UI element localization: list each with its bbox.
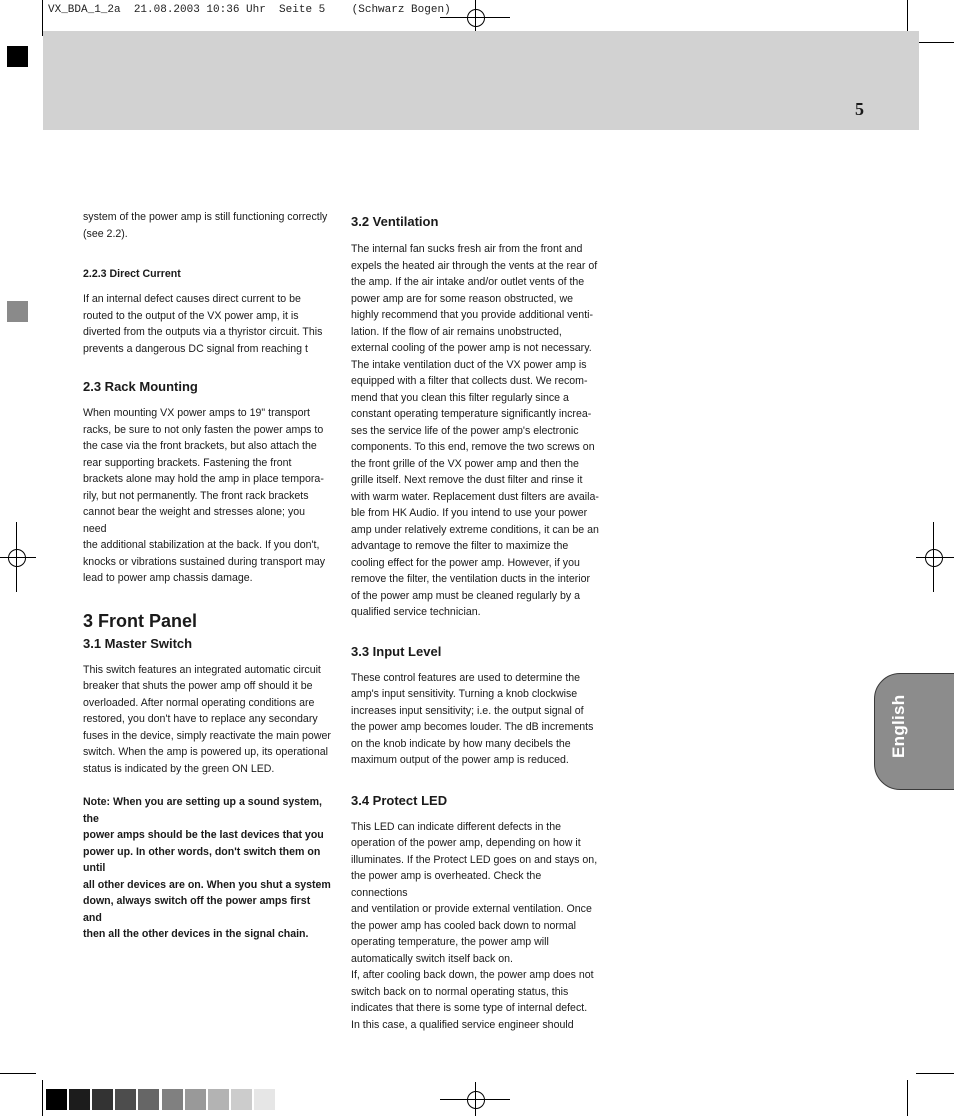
margin-square-black: [7, 46, 28, 67]
color-swatch: [231, 1089, 252, 1110]
color-swatch: [138, 1089, 159, 1110]
note-paragraph: Note: When you are setting up a sound system, the power amps should be the last devices that you power up. In other words, don't switch them on until all other devices are on. When you shut a system down, always switch off the power amps first and then all the other devices in the signal chain.: [83, 796, 331, 940]
section-heading-ventilation: 3.2 Ventilation: [351, 214, 439, 229]
print-slug: VX_BDA_1_2a 21.08.2003 10:36 Uhr Seite 5 (Schwarz Bogen): [48, 4, 451, 16]
language-tab-label: English: [889, 694, 908, 758]
crop-mark: [916, 1073, 954, 1074]
crop-mark: [42, 1080, 43, 1116]
color-swatch: [162, 1089, 183, 1110]
chapter-heading-front-panel: 3 Front Panel: [83, 610, 198, 631]
color-swatch: [254, 1089, 275, 1110]
ventilation-paragraph: The internal fan sucks fresh air from the front and expels the heated air through the vents at the rear of the amp. If the air intake and/or outlet vents of the power amp are for some reason obstructed, we highly recommend that you provide additional venti- lation. If the flow of air remains unobstructed, external cooling of the power amp is not necessary. The intake ventilation duct of the VX power amp is equipped with a filter that collects dust. We recom- mend that you clean this filter regularly since a constant operating temperature significantly increa- ses the service life of the power amp's electronic components. To this end, remove the two screws on the front grille of the VX power amp and then the grille itself. Next remove the dust filter and rinse it with warm water. Replacement dust filters are availa- ble from HK Audio. If you intend to use your power amp under relatively extreme conditions, it can be an advantage to remove the filter to maximize the cooling effect for the power amp. However, if you remove the filter, the ventilation ducts in the interior of the power amp must be cleaned regularly by a qualified service technician.: [351, 243, 599, 618]
registration-circle: [467, 1091, 485, 1109]
protect-led-paragraph: This LED can indicate different defects in the operation of the power amp, depending on how it illuminates. If the Protect LED goes on and stays on, the power amp is overheated. Check the connections and ventilation or provide external ventilation. Once the power amp has cooled back down to normal operating temperature, the power amp will automatically switch itself back on. If, after cooling back down, the power amp does not switch back on to normal operating status, this indicates that there is some type of internal defect. In this case, a qualified service engineer should: [351, 820, 598, 1031]
section-heading-direct-current: 2.2.3 Direct Current: [83, 268, 181, 280]
page-number: 5: [855, 99, 864, 119]
rack-mounting-paragraph: When mounting VX power amps to 19" transport racks, be sure to not only fasten the power amps to the case via the front brackets, but also attach the rear supporting brackets. Fastening the front brackets alone may hold the amp in place tempora- rily, but not permanently. The front rack brackets cannot bear the weight and stresses alone; you need the additional stabilization at the back. If you don't, knocks or vibrations sustained during transport may lead to power amp chassis damage.: [83, 407, 326, 584]
registration-circle: [8, 549, 26, 567]
color-swatch: [69, 1089, 90, 1110]
section-heading-master-switch: 3.1 Master Switch: [83, 635, 193, 651]
color-swatch: [185, 1089, 206, 1110]
language-tab: [874, 673, 954, 790]
color-swatch: [208, 1089, 229, 1110]
crop-mark: [907, 1080, 908, 1116]
right-column: [351, 213, 599, 1033]
master-switch-paragraph: This switch features an integrated automatic circuit breaker that shuts the power amp off should it be overloaded. After normal operating conditions are restored, you don't have to replace any secondary fuses in the device, simply reactivate the main power switch. When the amp is powered up, its operational status is indicated by the green ON LED.: [83, 663, 331, 775]
registration-circle: [467, 9, 485, 27]
intro-paragraph: system of the power amp is still functioning correctly (see 2.2).: [83, 211, 328, 240]
color-swatch: [92, 1089, 113, 1110]
margin-square-grey: [7, 301, 28, 322]
direct-current-paragraph: If an internal defect causes direct current to be routed to the output of the VX power amp, it is diverted from the outputs via a thyristor circuit. This prevents a dangerous DC signal from reaching t: [83, 293, 323, 355]
section-heading-rack-mounting: 2.3 Rack Mounting: [83, 379, 198, 394]
input-level-paragraph: These control features are used to determine the amp's input sensitivity. Turning a knob clockwise increases input sensitivity; i.e. the output signal of the power amp becomes louder. The dB increments on the knob indicate by how many decibels the maximum output of the power amp is reduced.: [351, 671, 594, 766]
section-heading-input-level: 3.3 Input Level: [351, 643, 442, 659]
registration-circle: [925, 549, 943, 567]
section-heading-protect-led: 3.4 Protect LED: [351, 792, 448, 808]
left-column: [83, 209, 331, 943]
color-swatch: [115, 1089, 136, 1110]
color-swatch: [46, 1089, 67, 1110]
header-band: [43, 31, 919, 130]
crop-mark: [916, 42, 954, 43]
crop-mark: [0, 1073, 36, 1074]
